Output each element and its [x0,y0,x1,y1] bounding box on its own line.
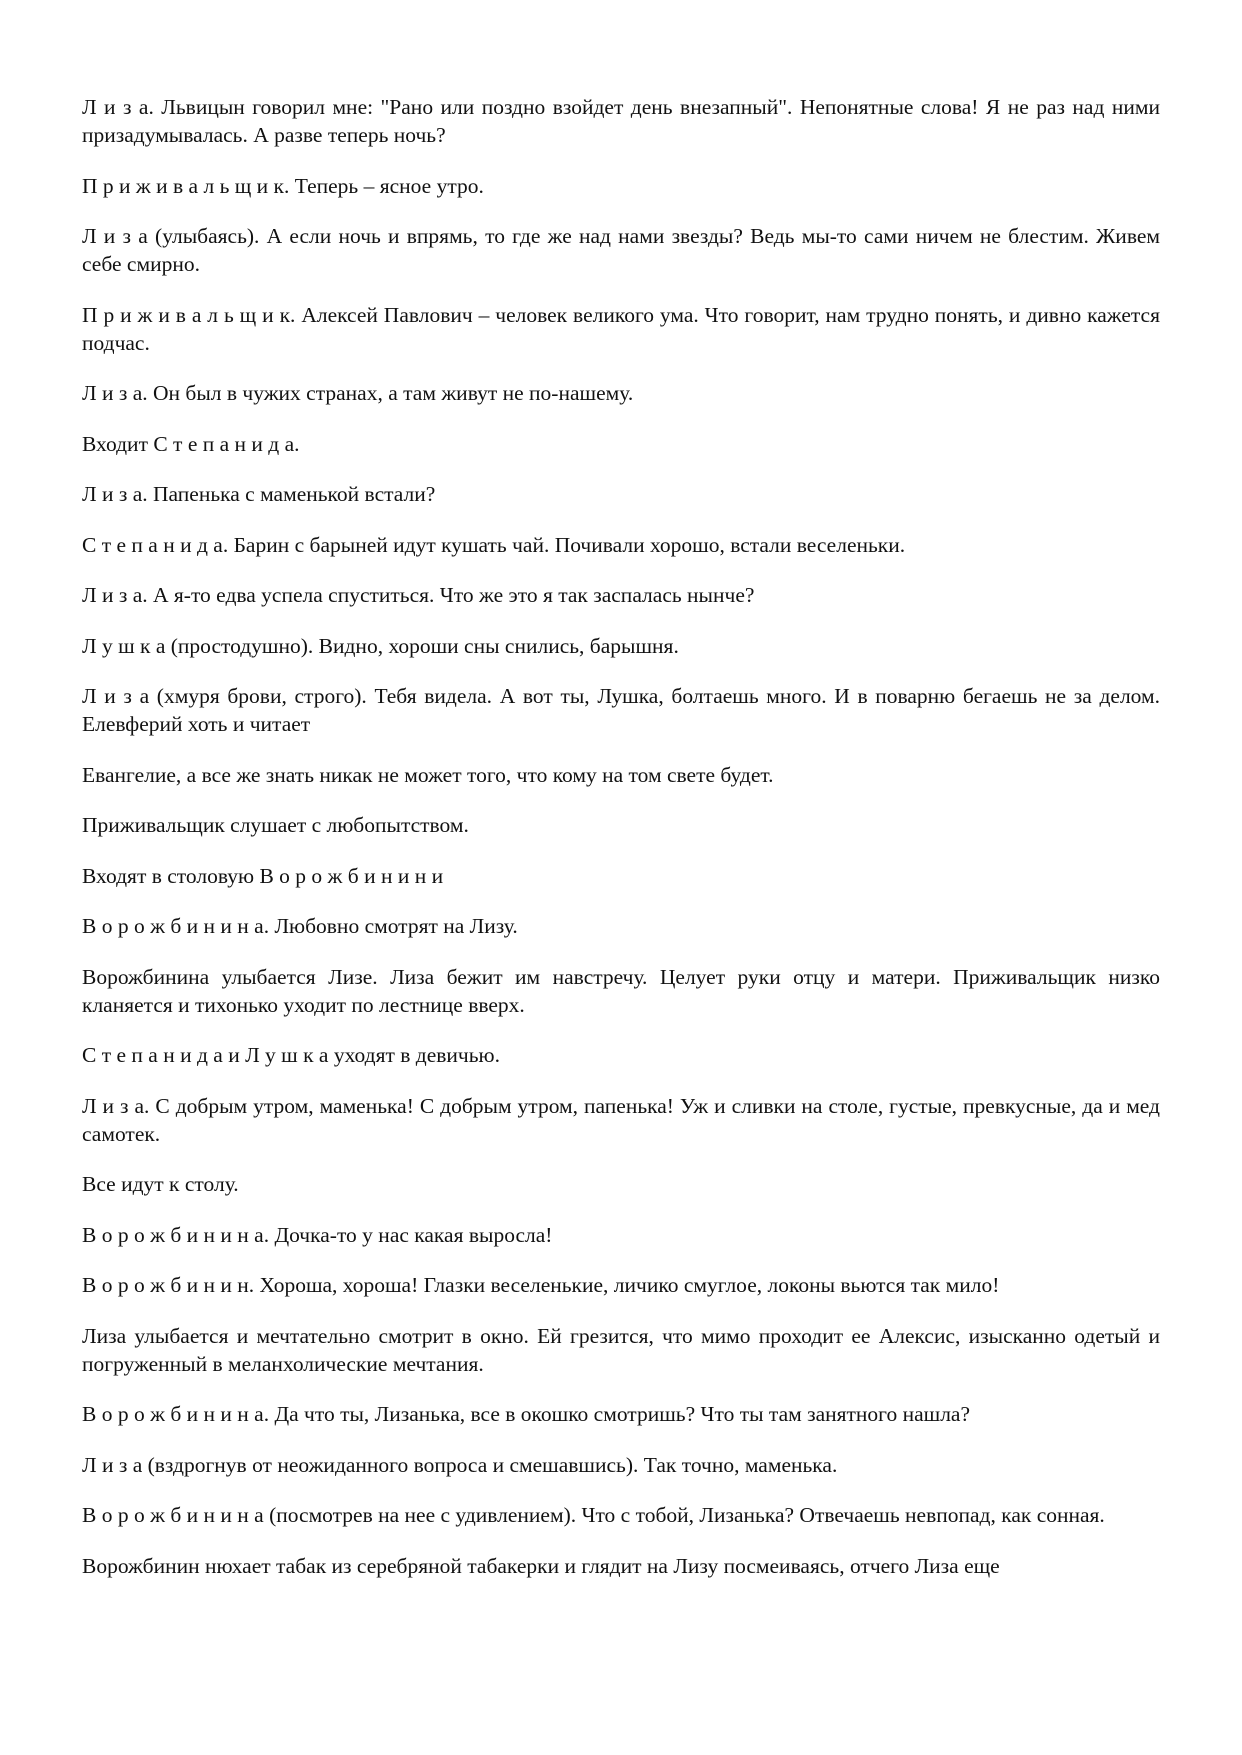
paragraph: Л и з а (улыбаясь). А если ночь и впрямь, то где же над нами звезды? Ведь мы-то сами ничем не блестим. Живем себе смирно. [82,224,1160,276]
paragraph: В о р о ж б и н и н а. Да что ты, Лизанька, все в окошко смотришь? Что ты там занятного нашла? [82,1402,971,1426]
paragraph: Л и з а. Папенька с маменькой встали? [82,482,436,506]
document-page [82,93,1160,1580]
paragraph: Л у ш к а (простодушно). Видно, хороши сны снились, барышня. [82,633,679,658]
paragraph: Л и з а. Львицын говорил мне: "Рано или поздно взойдет день внезапный". Непонятные слова! Я не раз над ними призадумывалась. А разве теперь ночь? [82,95,1160,147]
paragraph: Л и з а. С добрым утром, маменька! С добрым утром, папенька! Уж и сливки на столе, густые, превкусные, да и мед самотек. [82,1093,1160,1146]
paragraph: Л и з а. А я-то едва успела спуститься. Что же это я так заспалась нынче? [82,583,755,607]
stage-direction: Ворожбинин нюхает табак из серебряной табакерки и глядит на Лизу посмеиваясь, отчего Лиза еще [82,1553,1000,1578]
stage-direction: Лиза улыбается и мечтательно смотрит в окно. Ей грезится, что мимо проходит ее Алексис, изысканно одетый и погруженный в меланхолические мечтания. [82,1323,1160,1376]
paragraph: П р и ж и в а л ь щ и к. Алексей Павлович – человек великого ума. Что говорит, нам трудно понять, и дивно кажется подчас. [82,302,1160,355]
stage-direction: Приживальщик слушает с любопытством. [82,813,469,837]
stage-direction: Ворожбинина улыбается Лизе. Лиза бежит им навстречу. Целует руки отцу и матери. Приживальщик низко кланяется и тихонько уходит по лестнице вверх. [82,964,1160,1017]
paragraph: Л и з а (хмуря брови, строго). Тебя видела. А вот ты, Лушка, болтаешь много. И в поварню бегаешь не за делом. Елевферий хоть и читает [82,684,1160,736]
stage-direction: Все идут к столу. [82,1172,239,1196]
paragraph: В о р о ж б и н и н а. Любовно смотрят на Лизу. [82,914,518,938]
paragraph: Л и з а (вздрогнув от неожиданного вопроса и смешавшись). Так точно, маменька. [82,1452,838,1477]
stage-direction: С т е п а н и д а и Л у ш к а уходят в девичью. [82,1043,500,1067]
stage-direction: Входят в столовую В о р о ж б и н и н и [82,863,444,888]
paragraph: П р и ж и в а л ь щ и к. Теперь – ясное утро. [82,173,484,198]
paragraph: Евангелие, а все же знать никак не может того, что кому на том свете будет. [82,762,774,787]
paragraph: Л и з а. Он был в чужих странах, а там живут не по-нашему. [82,381,634,405]
paragraph: В о р о ж б и н и н а. Дочка-то у нас какая выросла! [82,1222,553,1247]
paragraph: В о р о ж б и н и н. Хороша, хороша! Глазки веселенькие, личико смуглое, локоны вьются так мило! [82,1273,1000,1297]
paragraph: В о р о ж б и н и н а (посмотрев на нее с удивлением). Что с тобой, Лизанька? Отвечаешь невпопад, как сонная. [82,1503,1105,1527]
stage-direction: Входит С т е п а н и д а. [82,431,300,456]
paragraph: С т е п а н и д а. Барин с барыней идут кушать чай. Почивали хорошо, встали веселеньки. [82,532,906,557]
